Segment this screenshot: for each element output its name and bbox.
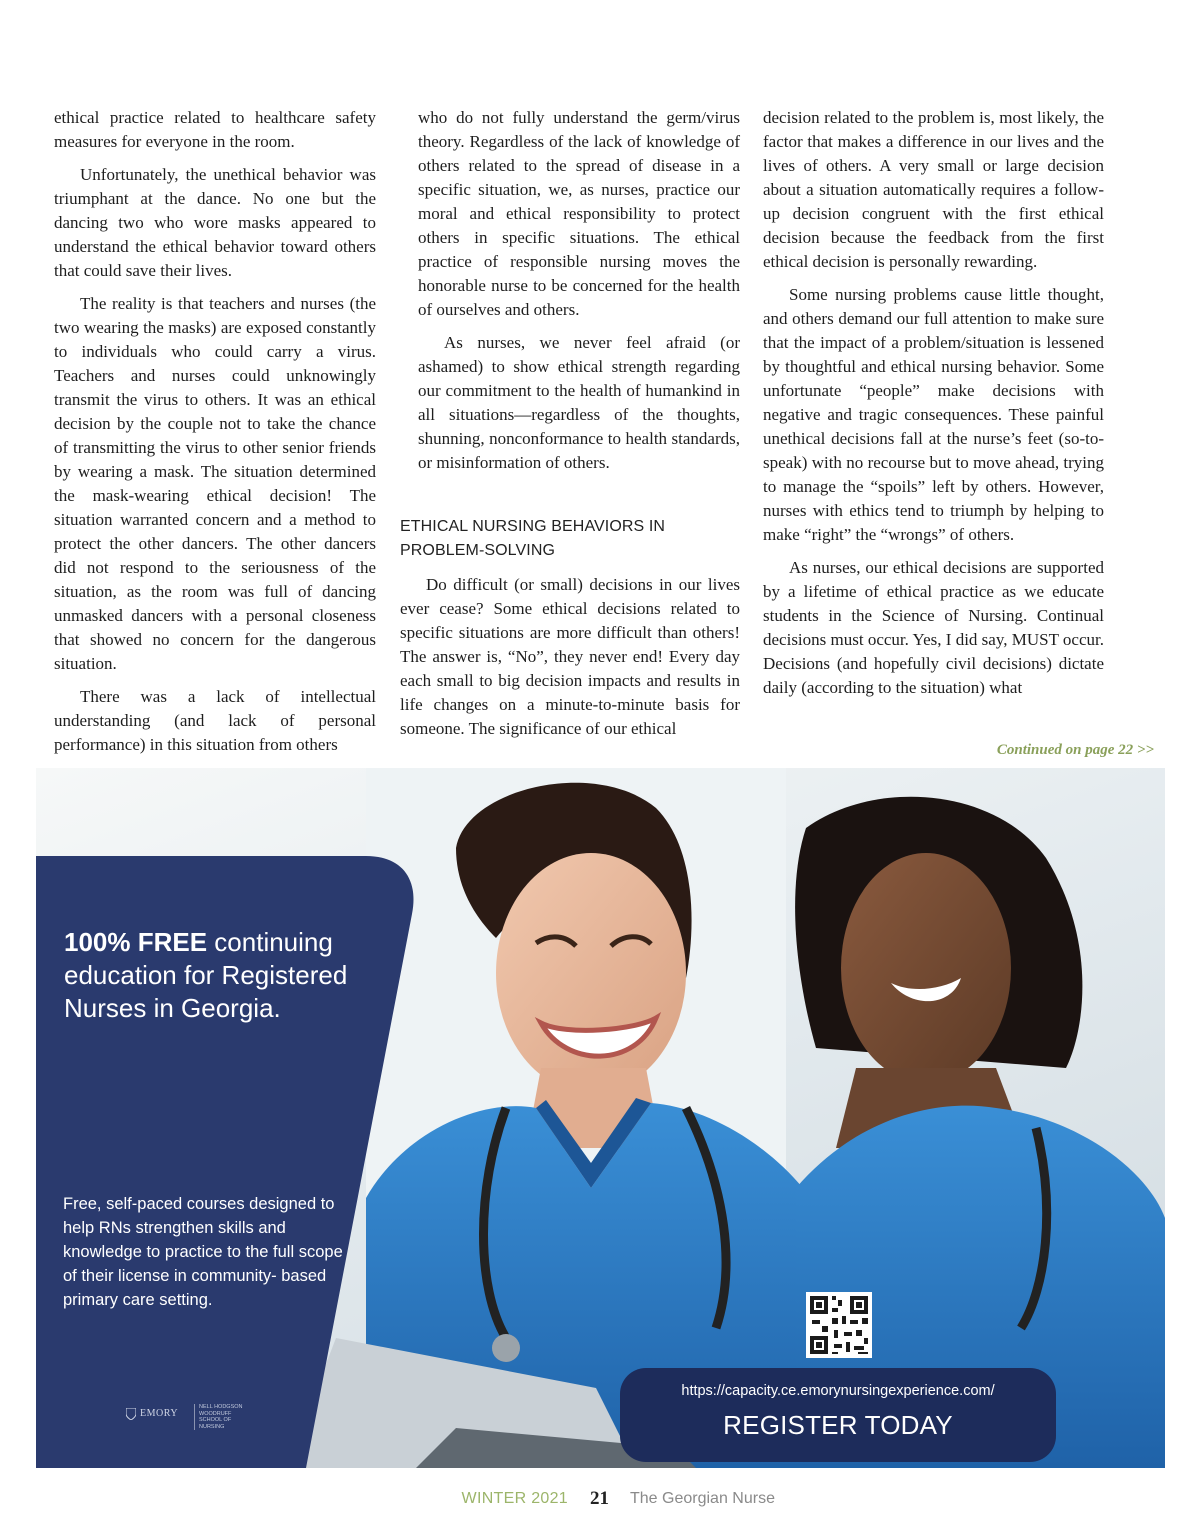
article-column-3 xyxy=(763,106,1104,709)
paragraph: decision related to the problem is, most likely, the factor that makes a difference in our lives and the lives of others. A very small or large decision about a situation automatically requires a follow-up decision congruent with the first ethical decision because the feedback from the first ethical decision is personally rewarding. xyxy=(763,108,1104,271)
emory-logo xyxy=(122,1402,262,1432)
shield-icon xyxy=(126,1408,136,1420)
qr-code-icon[interactable] xyxy=(806,1292,872,1358)
paragraph: Do difficult (or small) decisions in our lives ever cease? Some ethical decisions related to specific situations are more difficult than others! The answer is, “No”, they never end! Every day each small to big decision impacts and results in life changes on a minute-to-minute basis for someone. The significance of our ethical xyxy=(400,575,740,738)
emory-logo-subtext: NELL HODGSON WOODRUFF SCHOOL OF NURSING xyxy=(194,1404,249,1430)
paragraph: As nurses, we never feel afraid (or ashamed) to show ethical strength regarding our commitment to the health of humankind in all situations—regardless of the thoughts, shunning, nonconformance to health standards, or misinformation of others. xyxy=(418,333,740,472)
paragraph: Some nursing problems cause little thought, and others demand our full attention to make sure that the impact of a problem/situation is lessened by thoughtful and ethical nursing behavior. Some unfortunate “people” make decisions with negative and tragic consequences. These painful unethical decisions fall at the nurse’s feet (so-to-speak) with no recourse but to move ahead, trying to manage the “spoils” left by others. However, nurses with ethics tend to triumph by helping to make “right” the “wrongs” of others. xyxy=(763,285,1104,544)
ad-headline-rest: continuing education for Registered Nurses in Georgia. xyxy=(64,927,348,1023)
paragraph: The reality is that teachers and nurses (the two wearing the masks) are exposed constantly to individuals who could carry a virus. Teachers and nurses could unknowingly transmit the virus to others. It was an ethical decision by the couple not to take the chance of transmitting the virus to other senior friends by wearing a mask. The situation determined the mask-wearing ethical decision! The situation warranted concern and a method to protect the other dancers. The other dancers did not respond to the seriousness of the situation, as the room was full of dancing unmasked dancers with a personal closeness that showed no concern for the dangerous situation. xyxy=(54,294,376,673)
article-column-1 xyxy=(54,106,376,766)
issue-season: WINTER 2021 xyxy=(461,1490,568,1507)
paragraph: ethical practice related to healthcare safety measures for everyone in the room. xyxy=(54,108,376,151)
register-today-label: REGISTER TODAY xyxy=(723,1410,953,1440)
ad-headline xyxy=(64,926,384,1025)
advertisement[interactable] xyxy=(36,768,1165,1468)
article-column-2 xyxy=(400,106,740,750)
section-heading: ETHICAL NURSING BEHAVIORS IN PROBLEM-SOLVING xyxy=(400,518,666,559)
register-button[interactable] xyxy=(620,1368,1056,1462)
page-number: 21 xyxy=(590,1488,609,1509)
paragraph: Unfortunately, the unethical behavior was triumphant at the dance. No one but the dancing two who wore masks appeared to understand the ethical behavior toward others that could save their lives. xyxy=(54,165,376,280)
paragraph: who do not fully understand the germ/virus theory. Regardless of the lack of knowledge of others related to the spread of disease in a specific situation, we, as nurses, practice our moral and ethical responsibility to protect others in specific situations. The ethical practice of responsible nursing moves the honorable nurse to be concerned for the health of ourselves and others. xyxy=(418,108,740,319)
page-footer xyxy=(0,1488,1200,1512)
publication-name: The Georgian Nurse xyxy=(630,1490,775,1507)
paragraph: There was a lack of intellectual understanding (and lack of personal performance) in this situation from others xyxy=(54,687,376,754)
paragraph: As nurses, our ethical decisions are supported by a lifetime of ethical practice as we educate students in the Science of Nursing. Continual decisions must occur. Yes, I did say, MUST occur. Decisions (and hopefully civil decisions) dictate daily (according to the situation) what xyxy=(763,558,1104,697)
registration-url[interactable]: https://capacity.ce.emorynursingexperience.com/ xyxy=(681,1383,995,1399)
emory-logo-text: EMORY xyxy=(140,1408,179,1419)
ad-body-text: Free, self-paced courses designed to help RNs strengthen skills and knowledge to practice to the full scope of their license in community- based primary care setting. xyxy=(63,1195,343,1309)
continued-link[interactable]: Continued on page 22 >> xyxy=(996,742,1154,758)
ad-headline-bold: 100% FREE xyxy=(64,927,208,957)
